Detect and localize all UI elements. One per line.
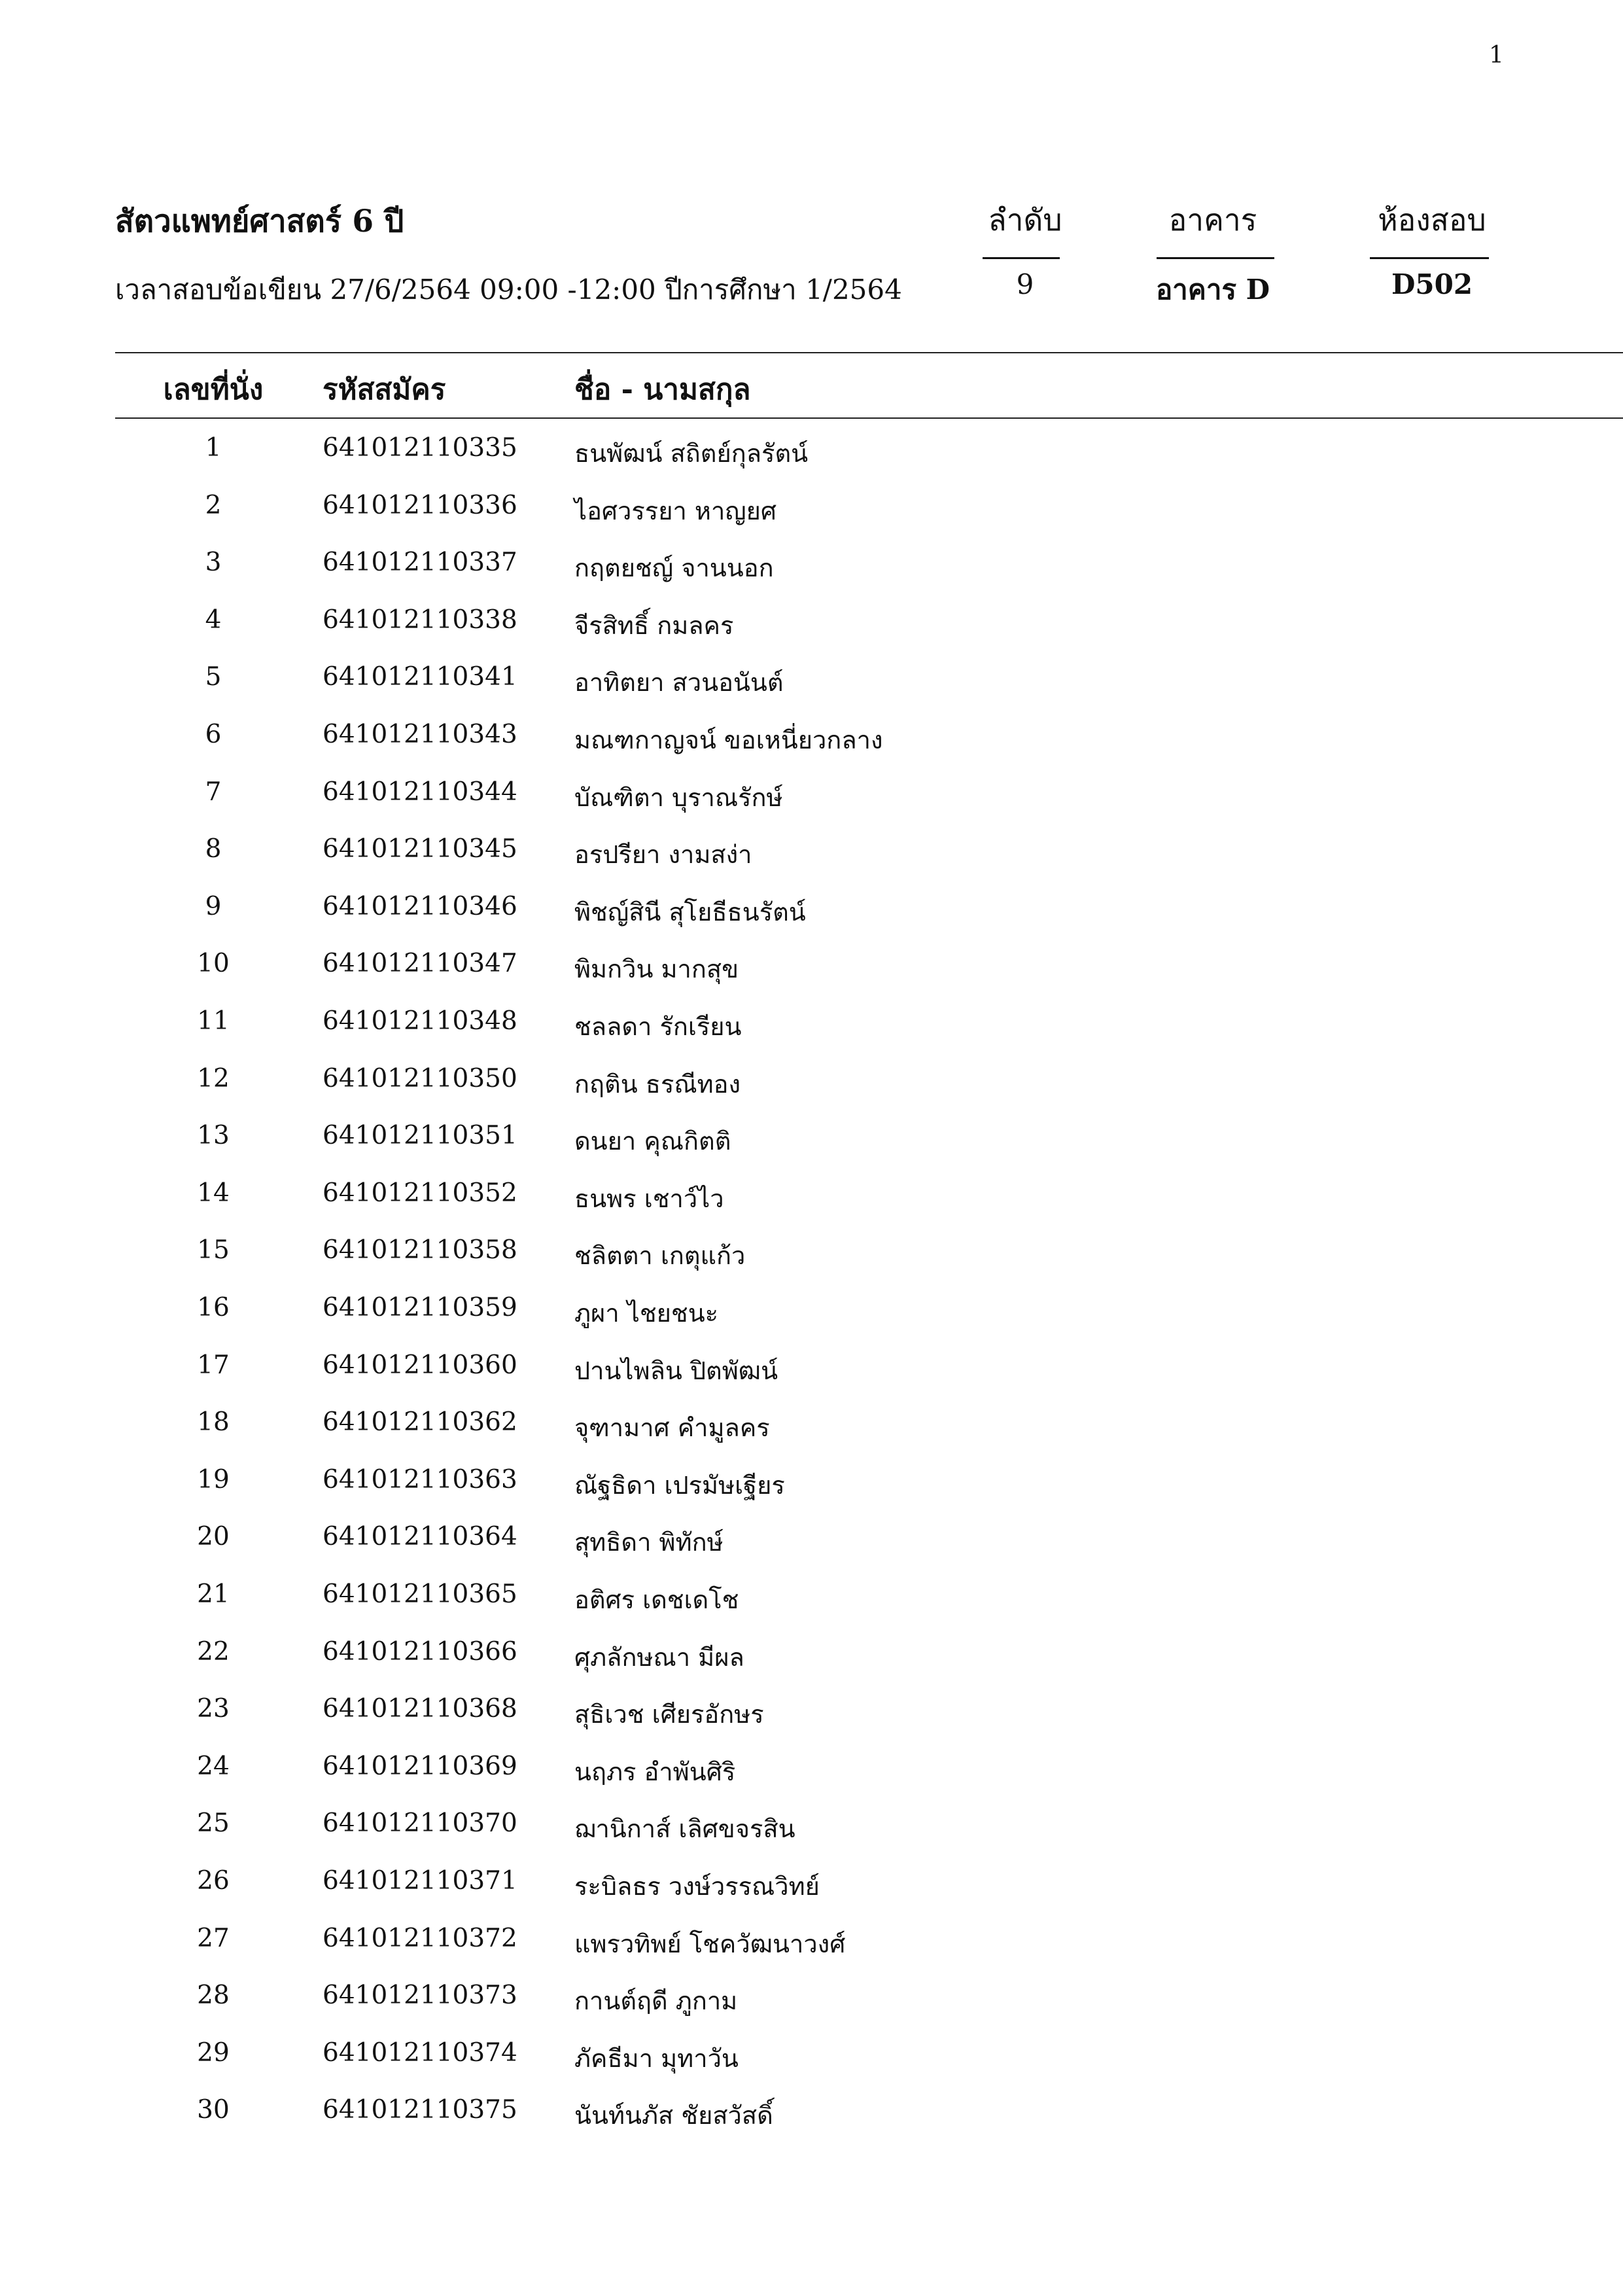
applicant-id: 641012110352	[323, 1178, 517, 1208]
exam-schedule: เวลาสอบข้อเขียน 27/6/2564 09:00 -12:00 ปีการศึกษา 1/2564	[115, 274, 902, 306]
student-name: จีรสิทธิ์ กมลคร	[574, 610, 734, 640]
student-name: แพรวทิพย์ โชควัฒนาวงศ์	[574, 1929, 846, 1958]
table-row	[0, 1637, 1623, 1695]
applicant-id: 641012110370	[323, 1809, 517, 1839]
seat-number: 19	[197, 1464, 230, 1494]
applicant-id: 641012110368	[323, 1694, 517, 1724]
student-name: พิชญ์สินี สุโยธีธนรัตน์	[574, 897, 806, 927]
table-row	[0, 1981, 1623, 2038]
student-name: พิมกวิน มากสุข	[574, 955, 739, 984]
student-name: อาทิตยา สวนอนันต์	[574, 668, 784, 698]
applicant-id: 641012110348	[323, 1006, 517, 1036]
building-label: อาคาร	[1168, 202, 1257, 238]
column-header-name: ชื่อ - นามสกุล	[574, 373, 751, 406]
table-row	[0, 1064, 1623, 1122]
applicant-id: 641012110360	[323, 1350, 517, 1380]
student-name: ชลิตตา เกตุแก้ว	[574, 1241, 746, 1271]
seat-number: 9	[205, 891, 222, 921]
page-number: 1	[1489, 42, 1504, 69]
seat-number: 2	[205, 490, 222, 520]
applicant-id: 641012110364	[323, 1522, 517, 1552]
applicant-id: 641012110362	[323, 1407, 517, 1438]
table-row	[0, 1351, 1623, 1408]
applicant-id: 641012110374	[323, 2038, 517, 2068]
applicant-id: 641012110336	[323, 490, 517, 520]
seat-number: 15	[197, 1235, 230, 1265]
seat-number: 11	[197, 1006, 230, 1036]
student-name: ภัคธีมา มุทาวัน	[574, 2043, 739, 2073]
table-row	[0, 834, 1623, 892]
student-name: นฤภร อำพันศิริ	[574, 1757, 736, 1786]
table-row	[0, 1752, 1623, 1809]
table-row	[0, 605, 1623, 663]
table-row	[0, 1924, 1623, 1981]
table-row	[0, 1235, 1623, 1293]
applicant-id: 641012110341	[323, 662, 517, 692]
student-name: จุฑามาศ คำมูลคร	[574, 1413, 770, 1443]
table-row	[0, 1694, 1623, 1752]
room-label: ห้องสอบ	[1378, 202, 1486, 238]
table-header-rule	[115, 417, 1623, 419]
student-name: อรปรียา งามสง่า	[574, 840, 752, 870]
seat-number: 10	[197, 949, 230, 979]
table-row	[0, 2038, 1623, 2096]
room-value: D502	[1391, 268, 1473, 300]
student-name: บัณฑิตา บุราณรักษ์	[574, 783, 783, 812]
table-row	[0, 548, 1623, 605]
table-row	[0, 1809, 1623, 1866]
applicant-id: 641012110338	[323, 605, 517, 635]
seat-number: 18	[197, 1407, 230, 1438]
table-row	[0, 491, 1623, 548]
applicant-id: 641012110337	[323, 548, 517, 578]
table-row	[0, 720, 1623, 777]
table-row	[0, 1006, 1623, 1064]
building-underline	[1157, 257, 1274, 259]
table-row	[0, 1866, 1623, 1924]
seat-number: 23	[197, 1694, 230, 1724]
student-name: ไอศวรรยา หาญยศ	[574, 496, 777, 525]
student-name: ปานไพลิน ปิตพัฒน์	[574, 1356, 778, 1385]
applicant-id: 641012110344	[323, 777, 517, 807]
applicant-id: 641012110359	[323, 1293, 517, 1322]
student-name: กฤตยชญ์ จานนอก	[574, 554, 774, 583]
table-row	[0, 1293, 1623, 1351]
order-underline	[983, 257, 1060, 259]
program-title: สัตวแพทย์ศาสตร์ 6 ปี	[115, 203, 404, 239]
student-name: อติศร เดชเดโช	[574, 1585, 739, 1614]
seat-number: 22	[197, 1636, 230, 1667]
applicant-id: 641012110335	[323, 433, 517, 463]
table-row	[0, 892, 1623, 949]
table-row	[0, 949, 1623, 1006]
seat-number: 26	[197, 1866, 230, 1896]
student-name: สุธิเวช เศียรอักษร	[574, 1700, 764, 1729]
table-row	[0, 1465, 1623, 1523]
student-name: สุทธิดา พิทักษ์	[574, 1528, 724, 1557]
table-row	[0, 1178, 1623, 1236]
seat-number: 6	[205, 720, 222, 749]
student-name: ธนพร เชาว์ไว	[574, 1184, 724, 1213]
applicant-id: 641012110372	[323, 1923, 517, 1953]
student-name: กานต์ฤดี ภูกาม	[574, 1987, 738, 2016]
student-name: ธนพัฒน์ สถิตย์กุลรัตน์	[574, 439, 809, 468]
student-name: ชลลดา รักเรียน	[574, 1012, 742, 1041]
room-underline	[1370, 257, 1489, 259]
seat-number: 29	[197, 2038, 230, 2068]
column-header-seat: เลขที่นั่ง	[163, 373, 264, 406]
student-name: ศุภลักษณา มีผล	[574, 1642, 744, 1672]
applicant-id: 641012110351	[323, 1121, 517, 1151]
student-name: ดนยา คุณกิตติ	[574, 1127, 731, 1156]
seat-number: 13	[197, 1121, 230, 1151]
applicant-id: 641012110345	[323, 834, 517, 864]
seat-number: 28	[197, 1981, 230, 2011]
seat-number: 14	[197, 1178, 230, 1208]
table-row	[0, 1522, 1623, 1580]
seat-number: 4	[205, 605, 222, 635]
applicant-id: 641012110373	[323, 1981, 517, 2011]
building-value: อาคาร D	[1155, 274, 1270, 306]
student-name: มณฑกาญจน์ ขอเหนี่ยวกลาง	[574, 726, 883, 754]
seat-number: 16	[197, 1293, 230, 1322]
seat-number: 5	[205, 662, 222, 692]
applicant-id: 641012110347	[323, 949, 517, 979]
table-row	[0, 662, 1623, 720]
seat-number: 27	[197, 1923, 230, 1953]
table-row	[0, 2095, 1623, 2153]
student-name: กฤติน ธรณีทอง	[574, 1069, 741, 1099]
seat-number: 3	[205, 548, 222, 578]
table-row	[0, 433, 1623, 491]
applicant-id: 641012110369	[323, 1751, 517, 1781]
seat-number: 17	[197, 1350, 230, 1380]
table-row	[0, 1407, 1623, 1465]
column-header-applicant-id: รหัสสมัคร	[323, 373, 446, 406]
seat-number: 30	[197, 2095, 230, 2125]
student-name: ฌานิกาส์ เลิศขจรสิน	[574, 1814, 795, 1844]
table-row	[0, 1580, 1623, 1637]
applicant-id: 641012110365	[323, 1580, 517, 1609]
seat-number: 24	[197, 1751, 230, 1781]
seat-number: 8	[205, 834, 222, 864]
student-name: นันท์นภัส ชัยสวัสดิ์	[574, 2101, 773, 2130]
seat-number: 25	[197, 1809, 230, 1839]
applicant-id: 641012110358	[323, 1235, 517, 1265]
applicant-id: 641012110371	[323, 1866, 517, 1896]
order-label: ลำดับ	[988, 202, 1062, 238]
seat-number: 12	[197, 1063, 230, 1093]
table-row	[0, 777, 1623, 835]
applicant-id: 641012110343	[323, 720, 517, 749]
applicant-id: 641012110366	[323, 1636, 517, 1667]
applicant-id: 641012110346	[323, 891, 517, 921]
seat-number: 7	[205, 777, 222, 807]
order-value: 9	[1016, 268, 1034, 300]
applicant-id: 641012110350	[323, 1063, 517, 1093]
applicant-id: 641012110363	[323, 1464, 517, 1494]
seat-number: 21	[197, 1580, 230, 1609]
table-row	[0, 1121, 1623, 1178]
seat-number: 1	[205, 433, 222, 463]
table-top-rule	[115, 352, 1623, 353]
student-name: ระบิลธร วงษ์วรรณวิทย์	[574, 1872, 820, 1901]
seat-number: 20	[197, 1522, 230, 1552]
student-name: ณัฐธิดา เปรมัษเฐียร	[574, 1470, 785, 1500]
applicant-id: 641012110375	[323, 2095, 517, 2125]
student-name: ภูผา ไชยชนะ	[574, 1299, 719, 1328]
